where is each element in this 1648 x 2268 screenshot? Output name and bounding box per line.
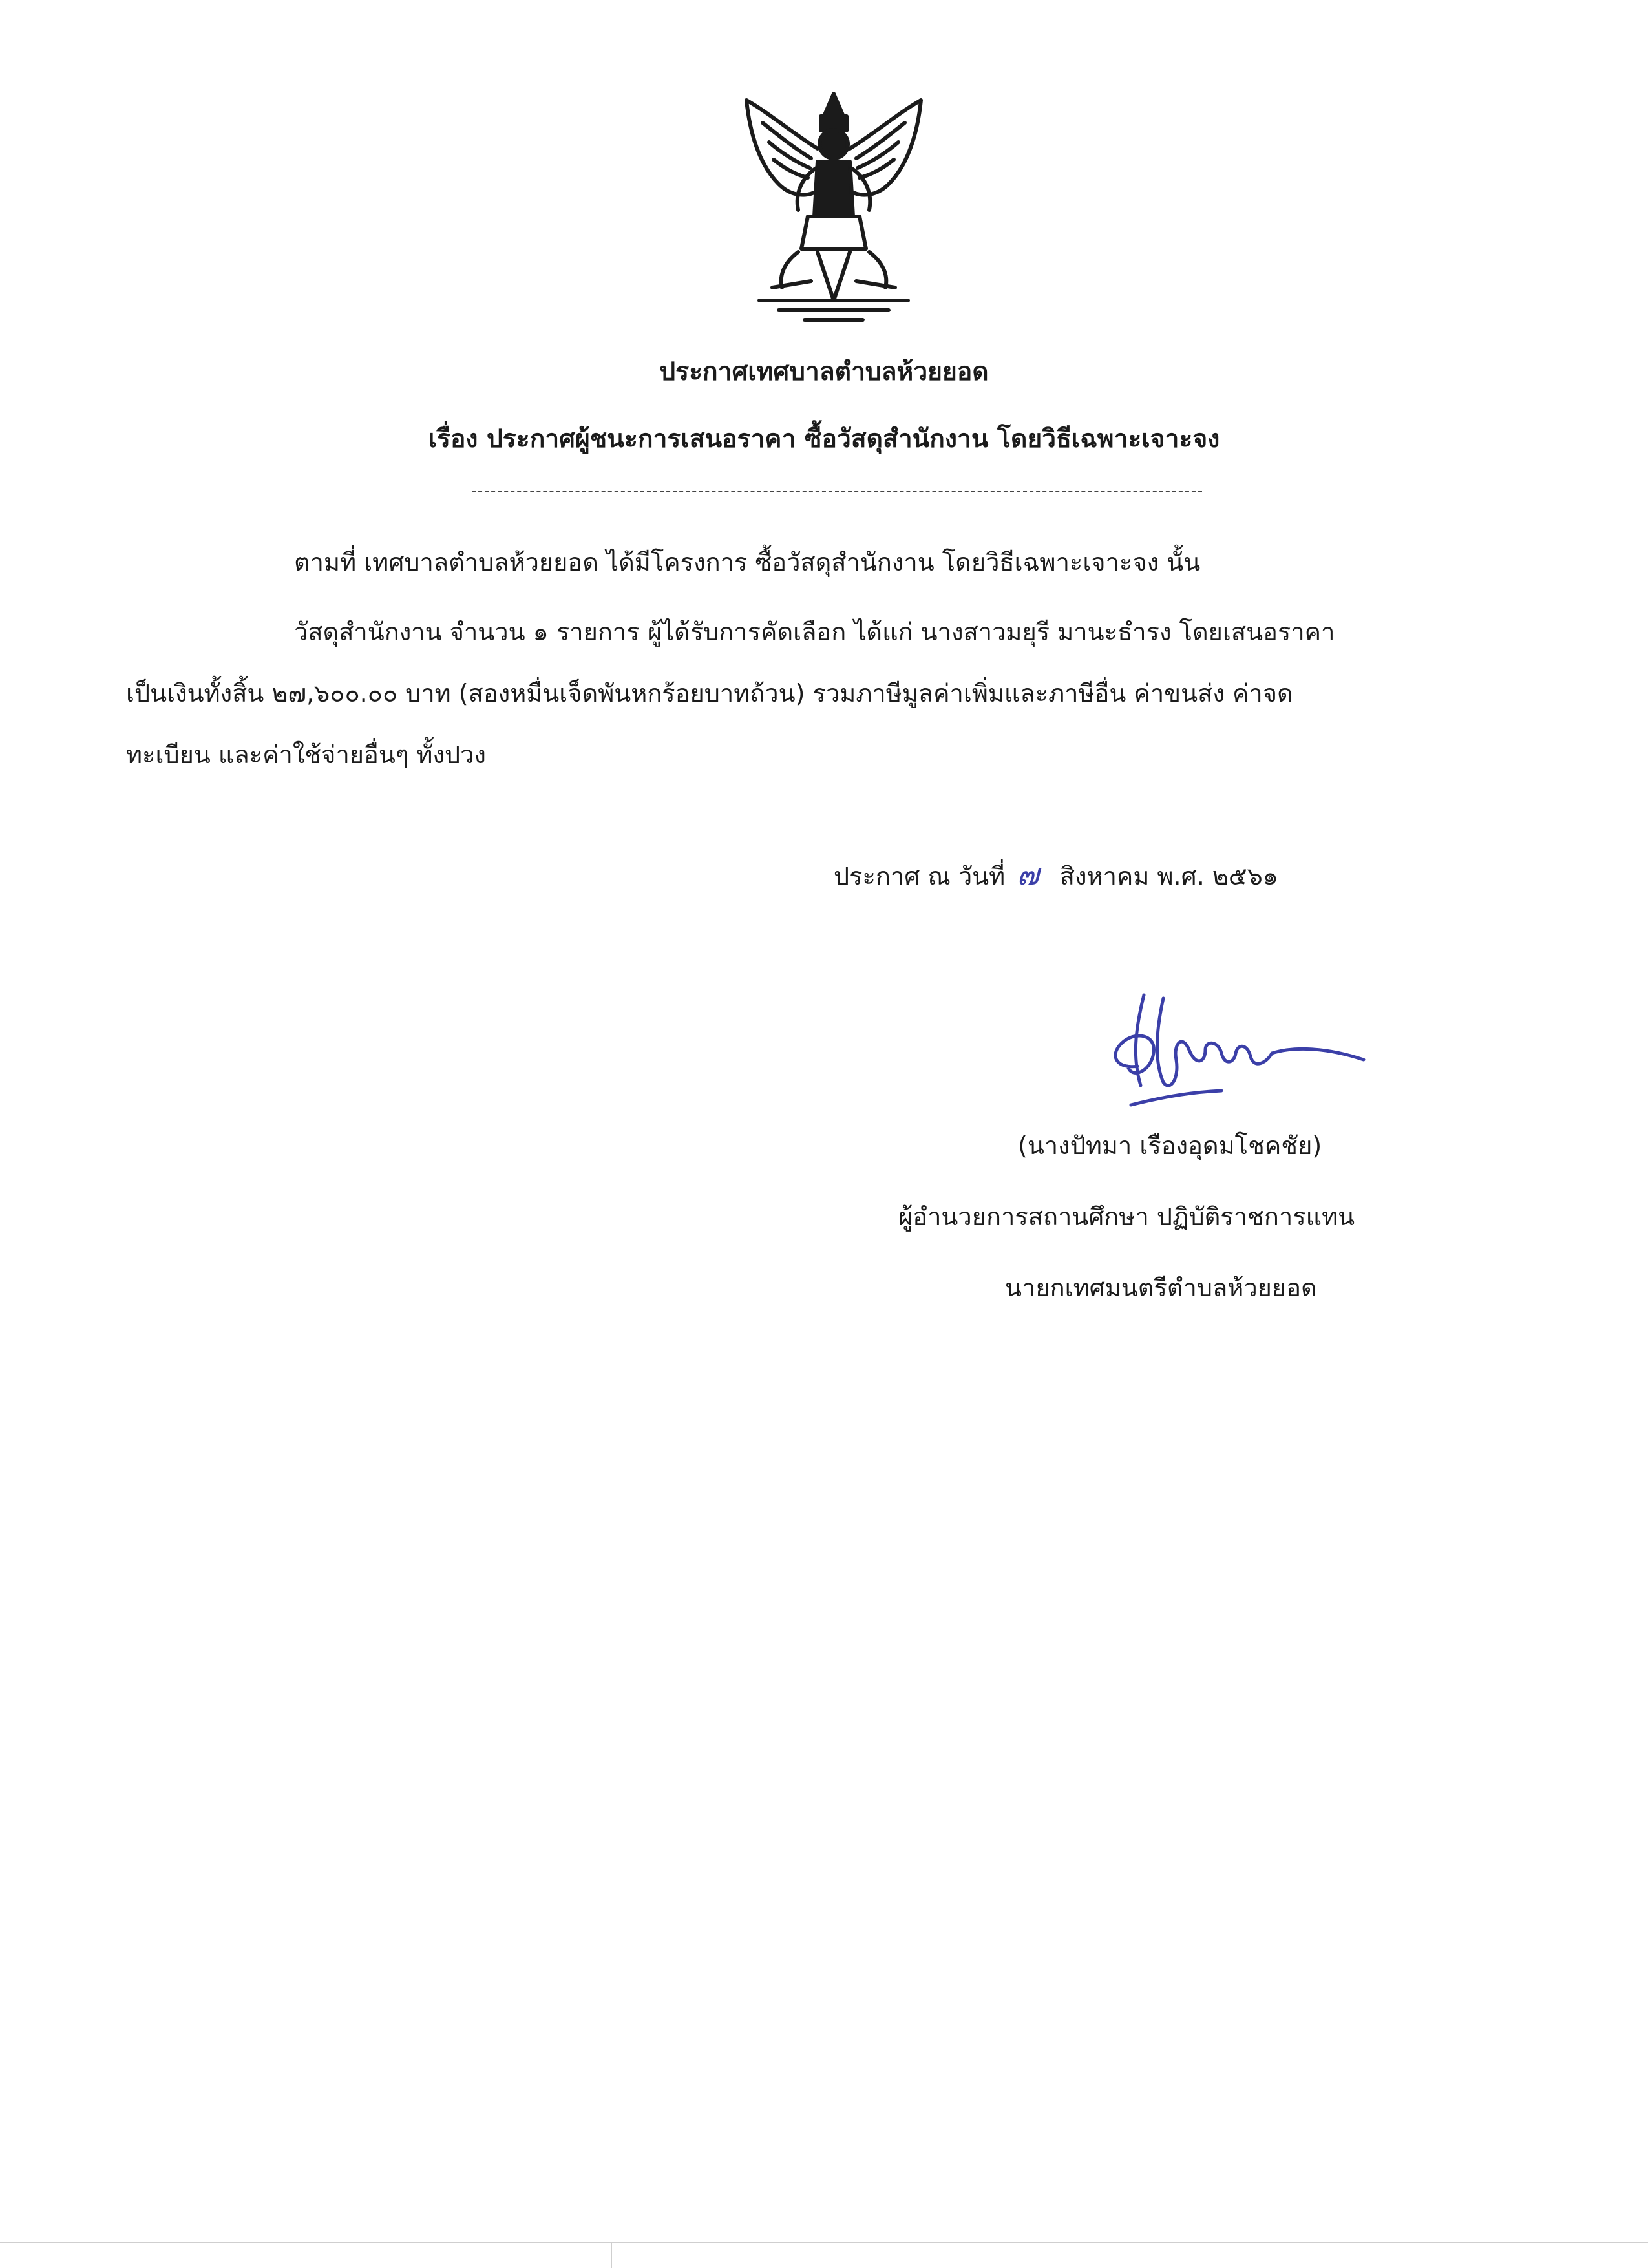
garuda-emblem-icon xyxy=(734,87,934,333)
body-paragraph-2-line-2: เป็นเงินทั้งสิ้น ๒๗,๖๐๐.๐๐ บาท (สองหมื่นเจ็ดพันหกร้อยบาทถ้วน) รวมภาษีมูลค่าเพิ่มและภาษีอื่น ค่าขนส่ง ค่าจด xyxy=(126,679,1293,708)
body-paragraph-1: ตามที่ เทศบาลตำบลห้วยยอด ได้มีโครงการ ซื้อวัสดุสำนักงาน โดยวิธีเฉพาะเจาะจง นั้น xyxy=(294,548,1201,576)
body-paragraph-2-line-3: ทะเบียน และค่าใช้จ่ายอื่นๆ ทั้งปวง xyxy=(126,740,486,769)
date-day-handwritten: ๗ xyxy=(1017,857,1039,892)
date-prefix: ประกาศ ณ วันที่ xyxy=(834,862,1006,890)
signatory-title: นายกเทศมนตรีตำบลห้วยยอด xyxy=(1005,1274,1317,1302)
announcement-title: ประกาศเทศบาลตำบลห้วยยอด xyxy=(659,357,989,386)
handwritten-signature-icon xyxy=(1092,982,1383,1118)
signatory-name: (นางปัทมา เรืองอุดมโชคชัย) xyxy=(1018,1131,1322,1160)
announcement-date xyxy=(834,856,1278,894)
body-paragraph-2-line-1: วัสดุสำนักงาน จำนวน ๑ รายการ ผู้ได้รับการคัดเลือก ได้แก่ นางสาวมยุรี มานะธำรง โดยเสนอราคา xyxy=(294,618,1335,646)
date-suffix: สิงหาคม พ.ศ. ๒๕๖๑ xyxy=(1059,862,1278,890)
signatory-position: ผู้อำนวยการสถานศึกษา ปฏิบัติราชการแทน xyxy=(898,1202,1355,1231)
title-divider xyxy=(472,491,1202,492)
announcement-subject: เรื่อง ประกาศผู้ชนะการเสนอราคา ซื้อวัสดุสำนักงาน โดยวิธีเฉพาะเจาะจง xyxy=(428,425,1220,454)
scan-edge-line xyxy=(0,2242,1648,2243)
scan-edge-tick xyxy=(611,2242,612,2268)
